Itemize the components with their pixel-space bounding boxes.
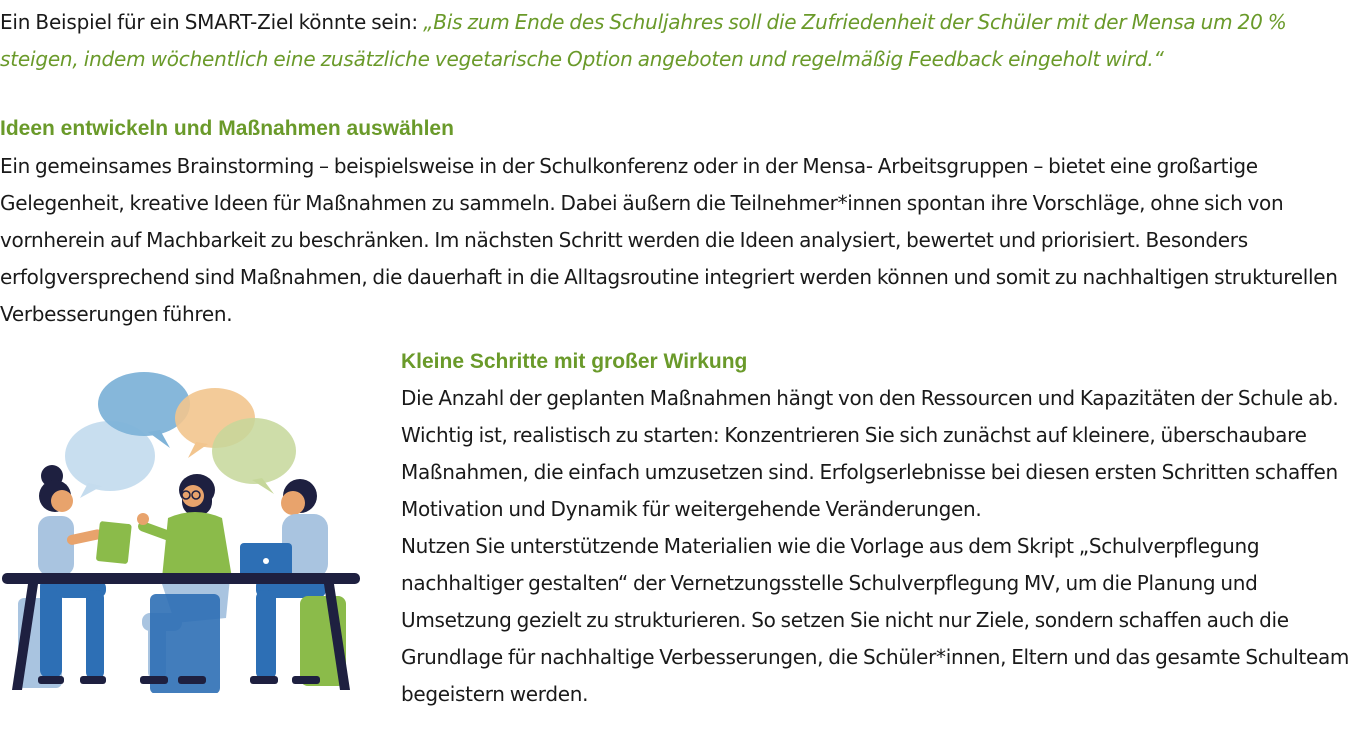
brainstorming-group-illustration — [0, 368, 362, 693]
section-text-ideas: Ein gemeinsames Brainstorming – beispielsweise in der Schulkonferenz oder in der Mensa- Arbeitsgruppen – bietet eine großartige Gelegenheit, kreative Ideen für Maßnahmen zu sammeln. Dabei äußern die Teilnehmer*innen spontan ihre Vorschläge, ohne sich von vornherein auf Machbarkeit zu beschränken. Im nächsten Schritt werden die Ideen analysiert, bewertet und priorisiert. Besonders erfolgversprechend sind Maßnahmen, die dauerhaft in die Alltagsroutine integriert werden können und somit zu nachhaltigen strukturellen Verbesserungen führen. — [0, 154, 1338, 326]
speech-bubbles — [65, 372, 296, 498]
smart-goal-example — [0, 4, 1350, 78]
section-text-small-steps: Die Anzahl der geplanten Maßnahmen hängt von den Ressourcen und Kapazitäten der Schule ab. Wichtig ist, realistisch zu starten: Konzentrieren Sie sich zunächst auf kleinere, überschaubare Maßnahmen, die einfach umzusetzen sind. Erfolgserlebnisse bei diesen ersten Schritten schaffen Motivation und Dynamik für weitergehende Veränderungen. — [401, 386, 1339, 521]
speech-bubble-green — [212, 418, 296, 484]
section-heading-ideas: Ideen entwickeln und Maßnahmen auswählen — [0, 117, 454, 140]
smart-goal-quote: „Bis zum Ende des Schuljahres soll die Zufriedenheit der Schüler mit der Mensa um 20 % steigen, indem wöchentlich eine zusätzliche vegetarische Option angeboten und regelmäßig Feedback eingeholt wird.“ — [0, 10, 1287, 71]
section-heading-small-steps: Kleine Schritte mit großer Wirkung — [401, 350, 748, 373]
intro-lead: Ein Beispiel für ein SMART-Ziel könnte sein: — [0, 10, 424, 34]
section-text-materials: Nutzen Sie unterstützende Materialien wie die Vorlage aus dem Skript „Schulverpflegung nachhaltiger gestalten“ der Vernetzungsstelle Schulverpflegung MV, um die Planung und Umsetzung gezielt zu strukturieren. So setzen Sie nicht nur Ziele, sondern schaffen auch die Grundlage für nachhaltige Verbesserungen, die Schüler*innen, Eltern und das gesamte Schulteam begeistern werden. — [401, 534, 1350, 706]
speech-bubble-blue — [98, 372, 190, 436]
